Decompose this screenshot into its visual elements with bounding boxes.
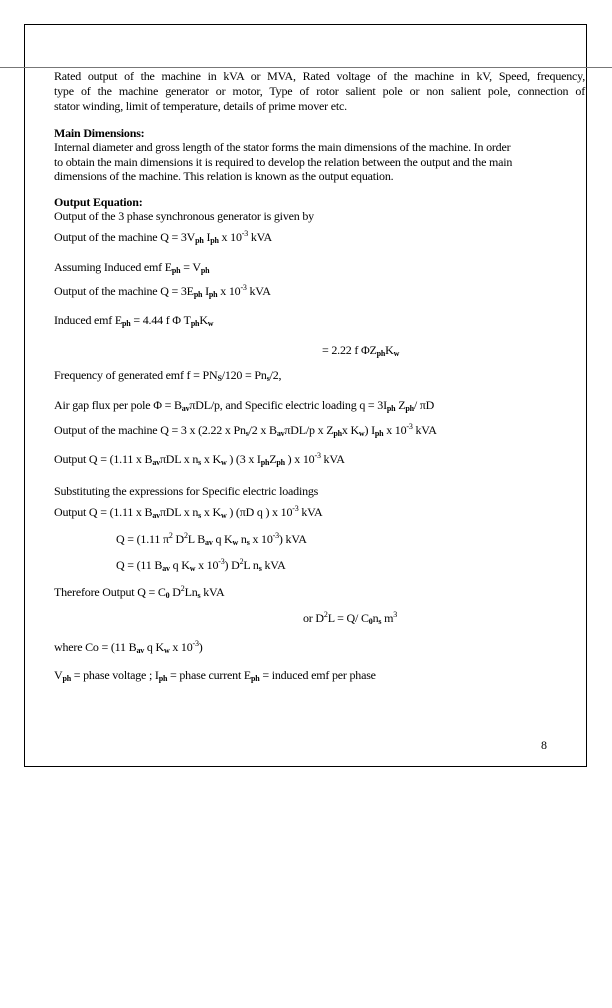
equation-line: Assuming Induced emf $E_{ph} = V_{ph}$: [54, 260, 210, 275]
intro-line: type of the machine generator or motor, Type of rotor salient pole or non salient pole, connection of: [54, 84, 585, 98]
equation-line: Output of the machine Q = 3 x (2.22 x $Pn_s/2$ x $B_{av}\pi DL/p$ x $Z_{ph}x$ $K_w$) $I_{ph}$ x $10^{-3}$ kVA: [54, 422, 437, 438]
equation-line: Output of the machine $Q = 3E_{ph}$ $I_{ph}$ x $10^{-3}$ kVA: [54, 283, 271, 299]
equation-line: Q = (11 $B_{av}$ q $K_w$ x $10^{-3}$) $D^2L$ $n_s$ kVA: [116, 557, 286, 573]
equation-line: Air gap flux per pole $\Phi = B_{av}\pi DL/p$, and Specific electric loading $q = 3I_{ph}$ $Z_{ph}/$ πD: [54, 398, 435, 413]
equation-line: Output Q = (1.11 x $B_{av}\pi DL$ x $n_s$ x $K_w$ ) (3 x $I_{ph}Z_{ph}$ ) x $10^{-3}$ kVA: [54, 451, 345, 467]
main-dimensions-line: Internal diameter and gross length of the stator forms the main dimensions of the machine. In order: [54, 140, 511, 154]
page-number: 8: [541, 738, 547, 752]
equation-line: Output of the 3 phase synchronous generator is given by: [54, 209, 314, 223]
main-dimensions-heading: Main Dimensions:: [54, 126, 145, 140]
equation-line: Output of the machine $Q = 3V_{ph}$ $I_{ph}$ x $10^{-3}$ kVA: [54, 229, 273, 245]
output-equation-heading: Output Equation:: [54, 195, 143, 209]
equation-line: Therefore Output $Q = C_0$ $D^2Ln_s$ kVA: [54, 584, 225, 600]
equation-line: or $D^2L = Q/$ $C_0n_s$ $m^3$: [303, 610, 398, 626]
equation-line: Induced emf $E_{ph} = 4.44$ f Φ $T_{ph}K_w$: [54, 313, 214, 328]
header-rule: [0, 67, 612, 68]
equation-line: $V_{ph}$ = phase voltage ; $I_{ph}$ = phase current $E_{ph}$ = induced emf per phase: [54, 668, 376, 683]
equation-line: where Co = (11 $B_{av}$ q $K_w$ x $10^{-3}$): [54, 639, 203, 655]
equation-line: Q = (1.11 $\pi^2$ $D^2L$ $B_{av}$ q $K_w$ $n_s$ x $10^{-3}$) kVA: [116, 531, 307, 547]
intro-line: stator winding, limit of temperature, details of prime mover etc.: [54, 99, 347, 113]
equation-line: Substituting the expressions for Specific electric loadings: [54, 484, 319, 498]
equation-line: Frequency of generated emf $f = PN_S/120 = Pn_s/2$,: [54, 368, 282, 383]
intro-line: Rated output of the machine in kVA or MVA, Rated voltage of the machine in kV, Speed, frequency,: [54, 69, 585, 83]
equation-line: Output Q = (1.11 x $B_{av}\pi DL$ x $n_s$ x $K_w$ ) (πD q ) x $10^{-3}$ kVA: [54, 504, 323, 520]
main-dimensions-line: to obtain the main dimensions it is required to develop the relation between the output and the main: [54, 155, 513, 169]
main-dimensions-line: dimensions of the machine. This relation is known as the output equation.: [54, 169, 394, 183]
equation-line: = 2.22 f $\Phi Z_{ph}K_w$: [322, 343, 400, 358]
